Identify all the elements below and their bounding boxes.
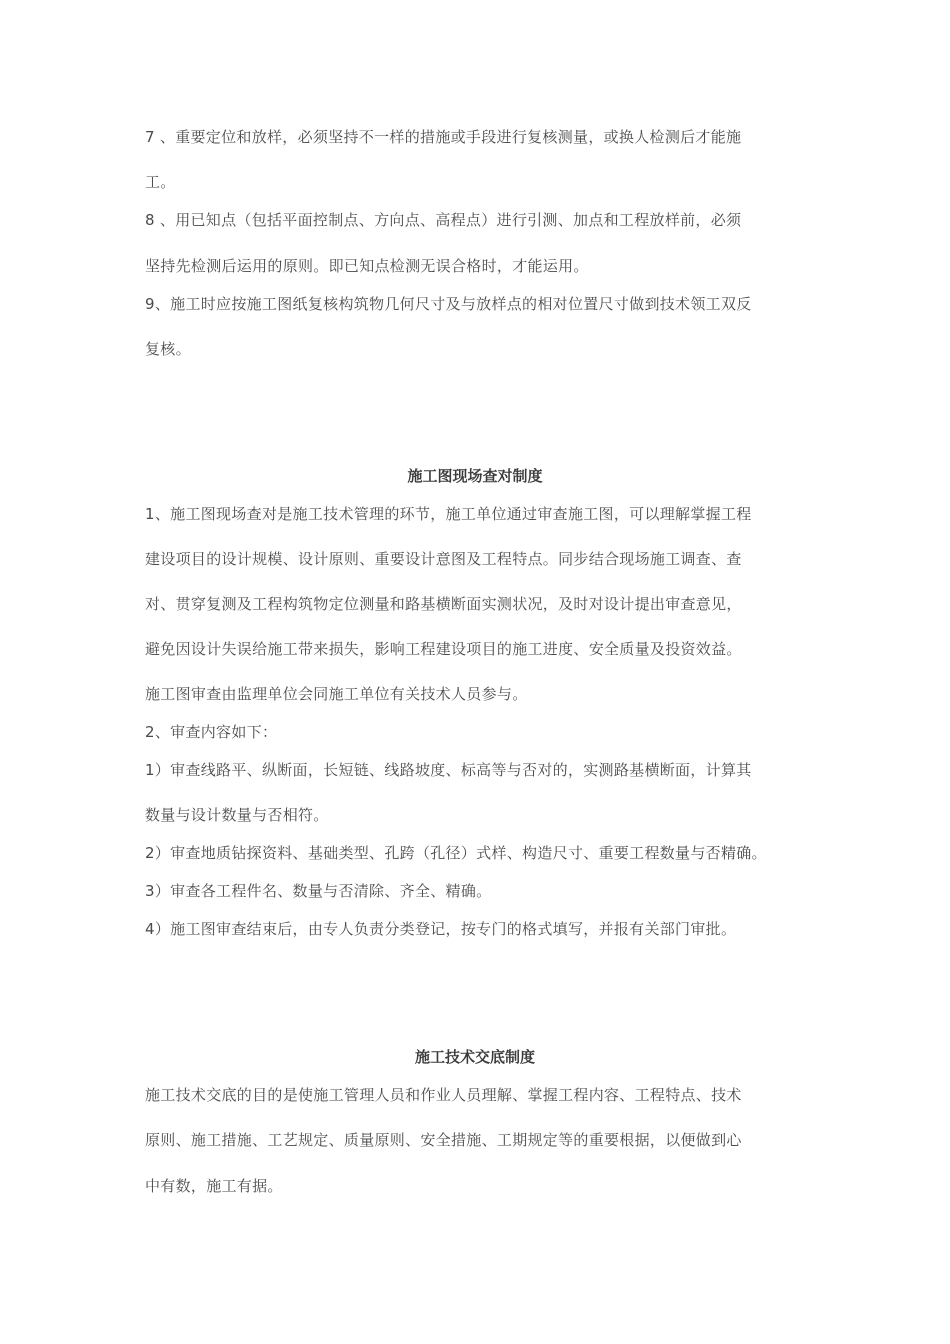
paragraph-line: 复核。 [145, 340, 191, 358]
paragraph-line: 4）施工图审查结束后，由专人负责分类登记，按专门的格式填写，并报有关部门审批。 [145, 920, 737, 938]
paragraph-line: 对、贯穿复测及工程构筑物定位测量和路基横断面实测状况，及时对设计提出审查意见， [145, 595, 742, 613]
paragraph-line: 7 、重要定位和放样，必须坚持不一样的措施或手段进行复核测量，或换人检测后才能施 [145, 128, 742, 146]
paragraph-line: 坚持先检测后运用的原则。即已知点检测无误合格时，才能运用。 [145, 257, 589, 275]
section-heading: 施工图现场查对制度 [407, 467, 543, 485]
paragraph-line: 2、审查内容如下： [145, 723, 278, 741]
paragraph-line: 中有数，施工有据。 [145, 1177, 283, 1195]
paragraph-line: 建设项目的设计规模、设计原则、重要设计意图及工程特点。同步结合现场施工调查、查 [145, 550, 742, 568]
paragraph-line: 1）审查线路平、纵断面，长短链、线路坡度、标高等与否对的，实测路基横断面，计算其 [145, 761, 752, 779]
paragraph-line: 避免因设计失误给施工带来损失，影响工程建设项目的施工进度、安全质量及投资效益。 [145, 640, 742, 658]
paragraph-line: 数量与设计数量与否相符。 [145, 806, 329, 824]
paragraph-line: 施工图审查由监理单位会同施工单位有关技术人员参与。 [145, 685, 528, 703]
paragraph-line: 施工技术交底的目的是使施工管理人员和作业人员理解、掌握工程内容、工程特点、技术 [145, 1086, 742, 1104]
paragraph-line: 8 、用已知点（包括平面控制点、方向点、高程点）进行引测、加点和工程放样前，必须 [145, 211, 742, 229]
paragraph-line: 2）审查地质钻探资料、基础类型、孔跨（孔径）式样、构造尺寸、重要工程数量与否精确。 [145, 844, 767, 862]
paragraph-line: 3）审查各工程件名、数量与否清除、齐全、精确。 [145, 882, 492, 900]
paragraph-line: 工。 [145, 173, 176, 191]
paragraph-line: 原则、施工措施、工艺规定、质量原则、安全措施、工期规定等的重要根据，以便做到心 [145, 1131, 742, 1149]
paragraph-line: 9、施工时应按施工图纸复核构筑物几何尺寸及与放样点的相对位置尺寸做到技术领工双反 [145, 295, 752, 313]
paragraph-line: 1、施工图现场查对是施工技术管理的环节，施工单位通过审查施工图，可以理解掌握工程 [145, 505, 752, 523]
section-heading: 施工技术交底制度 [414, 1048, 535, 1066]
